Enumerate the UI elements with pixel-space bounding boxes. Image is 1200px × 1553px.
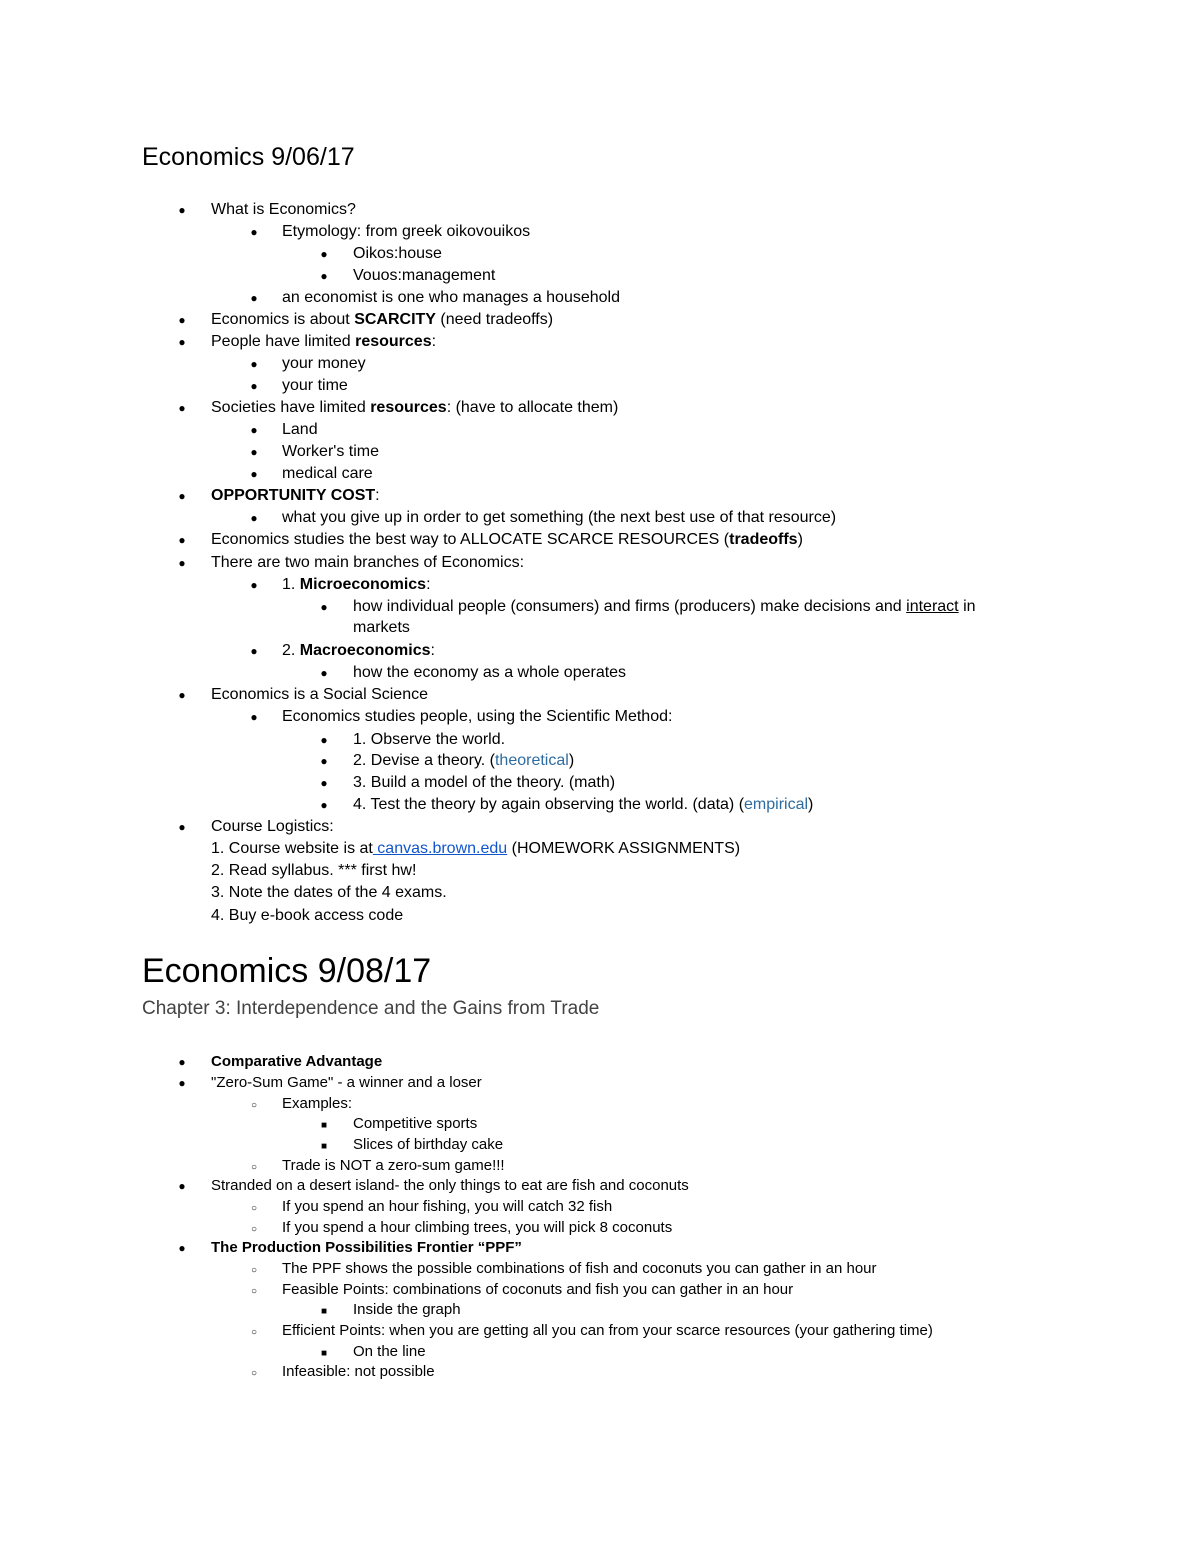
circle-bullet-icon	[244, 1156, 264, 1178]
list-item: Etymology: from greek oikovouikos	[282, 223, 531, 240]
bullet-icon	[314, 244, 334, 264]
circle-bullet-icon	[244, 1259, 264, 1281]
bullet-icon	[314, 730, 334, 750]
square-bullet-icon	[314, 1300, 334, 1322]
list-item: People have limited resources:	[211, 333, 437, 350]
list-item: Course Logistics:	[211, 818, 334, 835]
bullet-icon	[172, 553, 192, 573]
list-item: On the line	[353, 1343, 426, 1360]
canvas-link[interactable]: canvas.brown.edu	[372, 840, 508, 857]
bullet-icon	[244, 508, 264, 528]
circle-bullet-icon	[244, 1280, 264, 1302]
bullet-icon	[244, 707, 264, 727]
list-item: what you give up in order to get something (the next best use of that resource)	[282, 509, 837, 526]
list-item: 1. Microeconomics:	[282, 576, 431, 593]
bullet-icon	[244, 464, 264, 484]
list-item: Oikos:house	[353, 245, 442, 262]
list-item: The PPF shows the possible combinations of fish and coconuts you can gather in an hour	[282, 1260, 877, 1277]
list-item: 3. Build a model of the theory. (math)	[353, 774, 616, 791]
list-item: Inside the graph	[353, 1301, 461, 1318]
bullet-icon	[314, 663, 334, 683]
circle-bullet-icon	[244, 1094, 264, 1116]
list-item: Competitive sports	[353, 1115, 478, 1132]
list-item: how individual people (consumers) and firms (producers) make decisions and interact in	[353, 598, 976, 615]
list-item: Stranded on a desert island- the only things to eat are fish and coconuts	[211, 1177, 689, 1194]
circle-bullet-icon	[244, 1218, 264, 1240]
square-bullet-icon	[314, 1114, 334, 1136]
bullet-icon	[244, 442, 264, 462]
square-bullet-icon	[314, 1342, 334, 1364]
list-item: What is Economics?	[211, 201, 356, 218]
list-item: Societies have limited resources: (have to allocate them)	[211, 399, 619, 416]
section-heading-9-08: Economics 9/08/17	[142, 952, 432, 990]
list-item: 4. Buy e-book access code	[211, 907, 404, 924]
list-item: Economics is about SCARCITY (need tradeoffs)	[211, 311, 554, 328]
list-item: Infeasible: not possible	[282, 1363, 435, 1380]
list-item: There are two main branches of Economics:	[211, 554, 525, 571]
bullet-icon	[314, 266, 334, 286]
bullet-icon	[314, 795, 334, 815]
circle-bullet-icon	[244, 1321, 264, 1343]
bullet-icon	[172, 685, 192, 705]
bullet-icon	[244, 354, 264, 374]
circle-bullet-icon	[244, 1197, 264, 1219]
bullet-icon	[172, 1052, 192, 1072]
list-item-continuation: markets	[353, 619, 410, 636]
list-item: 2. Read syllabus. *** first hw!	[211, 862, 417, 879]
list-item: 4. Test the theory by again observing the world. (data) (empirical)	[353, 796, 814, 813]
section-heading-9-06: Economics 9/06/17	[142, 143, 355, 171]
list-item: 1. Observe the world.	[353, 731, 506, 748]
bullet-icon	[244, 575, 264, 595]
bullet-icon	[244, 641, 264, 661]
list-item: Trade is NOT a zero-sum game!!!	[282, 1157, 505, 1174]
bullet-icon	[172, 200, 192, 220]
list-item: Economics studies the best way to ALLOCATE SCARCE RESOURCES (tradeoffs)	[211, 531, 803, 548]
bullet-icon	[172, 817, 192, 837]
list-item: Feasible Points: combinations of coconuts and fish you can gather in an hour	[282, 1281, 794, 1298]
circle-bullet-icon	[244, 1362, 264, 1384]
list-item: 2. Macroeconomics:	[282, 642, 435, 659]
list-item: medical care	[282, 465, 373, 482]
bullet-icon	[172, 1176, 192, 1196]
bullet-icon	[172, 398, 192, 418]
list-item: how the economy as a whole operates	[353, 664, 627, 681]
list-item: your money	[282, 355, 366, 372]
bullet-icon	[244, 222, 264, 242]
list-item: If you spend a hour climbing trees, you will pick 8 coconuts	[282, 1219, 673, 1236]
bullet-icon	[172, 310, 192, 330]
bullet-icon	[172, 1238, 192, 1258]
list-item: Land	[282, 421, 318, 438]
bullet-icon	[244, 420, 264, 440]
list-item: Comparative Advantage	[211, 1053, 383, 1070]
bullet-icon	[314, 597, 334, 617]
bullet-icon	[172, 530, 192, 550]
list-item: Economics studies people, using the Scientific Method:	[282, 708, 673, 725]
bullet-icon	[314, 751, 334, 771]
list-item: Examples:	[282, 1095, 353, 1112]
list-item: an economist is one who manages a household	[282, 289, 620, 306]
bullet-icon	[314, 773, 334, 793]
list-item: OPPORTUNITY COST:	[211, 487, 380, 504]
bullet-icon	[244, 376, 264, 396]
square-bullet-icon	[314, 1135, 334, 1157]
bullet-icon	[172, 332, 192, 352]
chapter-subtitle: Chapter 3: Interdependence and the Gains from Trade	[142, 998, 600, 1019]
list-item: 2. Devise a theory. (theoretical)	[353, 752, 575, 769]
list-item: The Production Possibilities Frontier “PPF”	[211, 1239, 522, 1256]
bullet-icon	[244, 288, 264, 308]
list-item: your time	[282, 377, 348, 394]
list-item: Efficient Points: when you are getting all you can from your scarce resources (your gathering time)	[282, 1322, 933, 1339]
list-item: If you spend an hour fishing, you will catch 32 fish	[282, 1198, 613, 1215]
bullet-icon	[172, 1073, 192, 1093]
list-item: Worker's time	[282, 443, 379, 460]
list-item: "Zero-Sum Game" - a winner and a loser	[211, 1074, 482, 1091]
list-item: 3. Note the dates of the 4 exams.	[211, 884, 447, 901]
list-item: Vouos:management	[353, 267, 496, 284]
bullet-icon	[172, 486, 192, 506]
list-item: Slices of birthday cake	[353, 1136, 504, 1153]
list-item: Economics is a Social Science	[211, 686, 428, 703]
list-item: 1. Course website is at canvas.brown.edu (HOMEWORK ASSIGNMENTS)	[211, 840, 741, 857]
